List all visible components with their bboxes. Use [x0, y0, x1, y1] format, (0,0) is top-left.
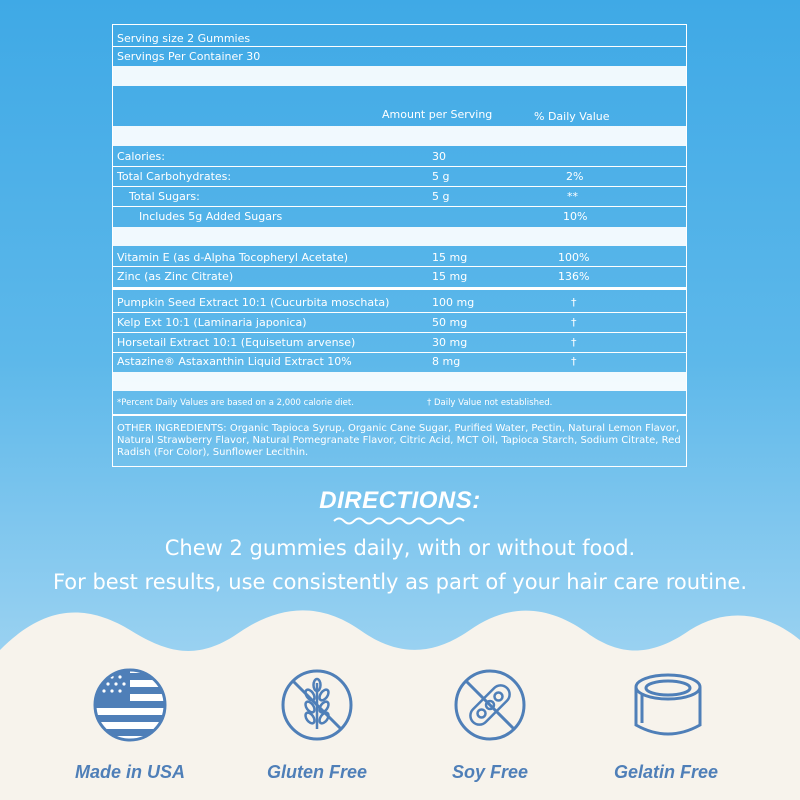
- squiggle-underline: [332, 516, 468, 526]
- thick-divider: [112, 126, 687, 146]
- divider: [112, 332, 687, 333]
- divider: [112, 46, 687, 47]
- row-dv: 2%: [566, 170, 584, 183]
- soy-free-icon: [450, 665, 530, 745]
- thick-divider: [112, 227, 687, 246]
- footnote-daily-values: *Percent Daily Values are based on a 2,000 calorie diet.: [117, 398, 354, 408]
- row-name: Kelp Ext 10:1 (Laminaria japonica): [117, 316, 307, 329]
- usa-flag-icon: [90, 665, 170, 745]
- badge-gelatin-free: Gelatin Free: [613, 762, 719, 782]
- row-dv: †: [571, 336, 577, 349]
- row-amount: 50 mg: [432, 316, 468, 329]
- row-amount: 100 mg: [432, 296, 475, 309]
- header-daily-value: % Daily Value: [534, 110, 610, 123]
- row-name: Total Carbohydrates:: [117, 170, 232, 183]
- directions-line-2: For best results, use consistently as part of your hair care routine.: [52, 570, 748, 594]
- row-name: Astazine® Astaxanthin Liquid Extract 10%: [117, 355, 352, 368]
- servings-per-container: Servings Per Container 30: [117, 50, 261, 63]
- row-dv: 10%: [563, 210, 588, 223]
- row-name: Horsetail Extract 10:1 (Equisetum arvense): [117, 336, 356, 349]
- divider: [112, 206, 687, 207]
- row-amount: 15 mg: [432, 270, 468, 283]
- gluten-free-icon: [277, 665, 357, 745]
- badge-soy-free: Soy Free: [451, 762, 529, 782]
- row-amount: 5 g: [432, 170, 450, 183]
- row-amount: 5 g: [432, 190, 450, 203]
- divider: [112, 414, 687, 416]
- directions-line-1: Chew 2 gummies daily, with or without food.: [164, 536, 636, 560]
- divider: [112, 352, 687, 353]
- serving-size: Serving size 2 Gummies: [117, 32, 251, 45]
- row-dv: †: [571, 296, 577, 309]
- thick-divider: [112, 372, 687, 391]
- footnote-not-established: † Daily Value not established.: [427, 398, 553, 408]
- row-name: Pumpkin Seed Extract 10:1 (Cucurbita moschata): [117, 296, 390, 309]
- row-name: Includes 5g Added Sugars: [139, 210, 283, 223]
- row-amount: 8 mg: [432, 355, 461, 368]
- divider: [112, 287, 687, 290]
- badge-made-in-usa: Made in USA: [74, 762, 185, 782]
- divider: [112, 312, 687, 313]
- divider: [112, 186, 687, 187]
- directions-title: DIRECTIONS:: [319, 487, 481, 514]
- gelatin-free-icon: [628, 665, 708, 745]
- row-name: Total Sugars:: [129, 190, 200, 203]
- row-amount: 15 mg: [432, 251, 468, 264]
- row-name: Zinc (as Zinc Citrate): [117, 270, 234, 283]
- header-amount-per-serving: Amount per Serving: [382, 108, 493, 121]
- row-amount: 30 mg: [432, 336, 468, 349]
- row-name: Vitamin E (as d-Alpha Tocopheryl Acetate): [117, 251, 349, 264]
- row-name: Calories:: [117, 150, 165, 163]
- divider: [112, 166, 687, 167]
- row-dv: 136%: [558, 270, 590, 283]
- row-dv: †: [571, 316, 577, 329]
- row-amount: 30: [432, 150, 446, 163]
- row-dv: **: [567, 190, 578, 203]
- row-dv: 100%: [558, 251, 590, 264]
- thick-divider: [112, 66, 687, 86]
- other-ingredients: OTHER INGREDIENTS: Organic Tapioca Syrup, Organic Cane Sugar, Purified Water, Pectin, Natural Lemon Flavor, Natural Strawberry Flavor, Natural Pomegranate Flavor, Citric Acid, MCT Oil, Tapioca Starch, Sodium Citrate, Red Radish (For Color), Sunflower Lecithin.: [117, 423, 681, 458]
- row-dv: †: [571, 355, 577, 368]
- divider: [112, 266, 687, 267]
- badge-gluten-free: Gluten Free: [266, 762, 368, 782]
